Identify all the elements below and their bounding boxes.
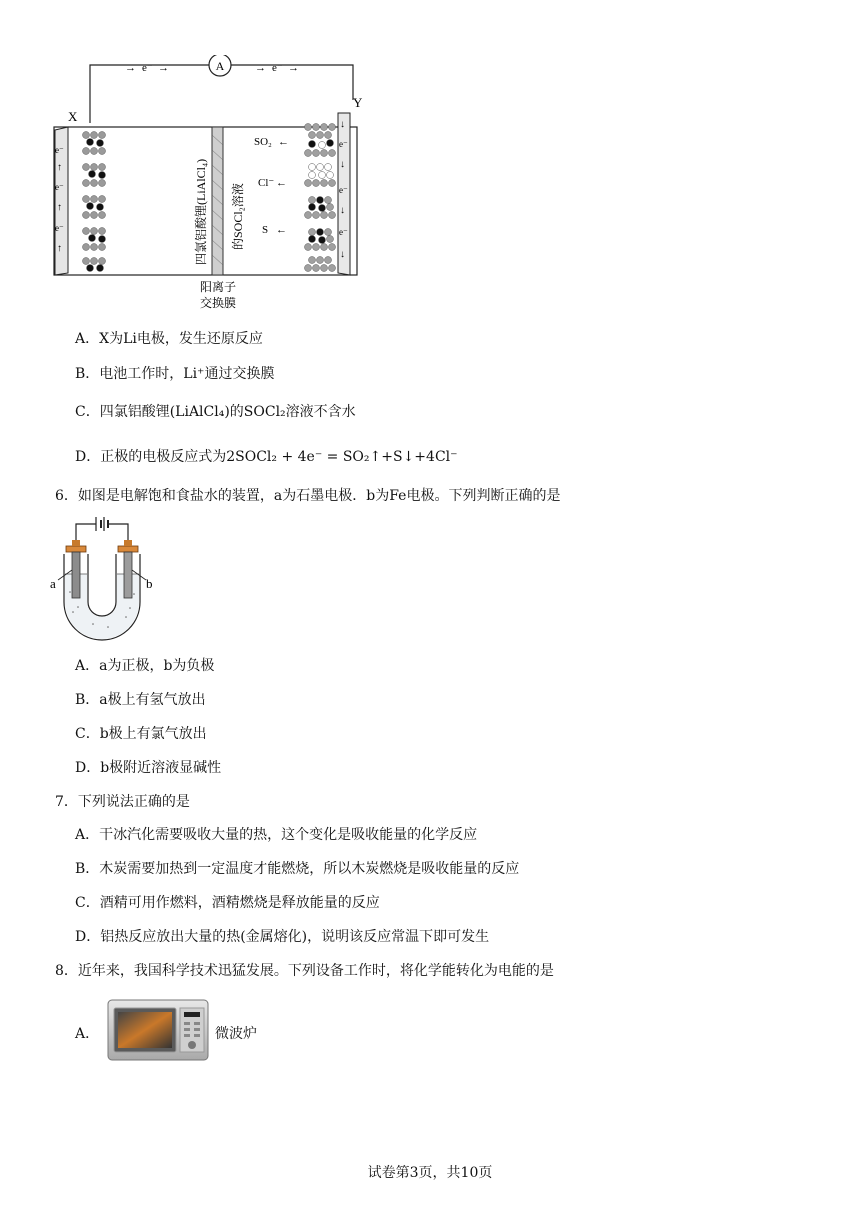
electrode-y-label: Y (353, 95, 363, 110)
electron-label-top-left: e⁻ (142, 62, 153, 74)
svg-text:e⁻: e⁻ (55, 182, 64, 192)
q8-option-a-letter: A． (75, 1026, 100, 1042)
svg-text:e⁻: e⁻ (339, 185, 348, 195)
svg-text:e⁻: e⁻ (339, 139, 348, 149)
svg-text:↑: ↑ (57, 202, 62, 213)
product-s-label: S (262, 224, 269, 236)
solution-label-left: 四氯铝酸锂(LiAlCl₄) (194, 158, 208, 265)
product-cl-label: Cl⁻ (258, 177, 275, 189)
electron-arrow-left: → (125, 62, 136, 74)
membrane-caption-1: 阳离子 (199, 280, 237, 294)
q7-option-b: B．木炭需要加热到一定温度才能燃烧，所以木炭燃烧是吸收能量的反应 (75, 861, 520, 877)
svg-text:↓: ↓ (340, 205, 345, 216)
q6-option-c: C．b极上有氯气放出 (75, 726, 207, 742)
svg-text:←: ← (276, 177, 287, 189)
q7-stem: 7．下列说法正确的是 (55, 794, 190, 810)
q7-option-a: A．干冰汽化需要吸收大量的热，这个变化是吸收能量的化学反应 (75, 827, 478, 843)
left-electrode-particles (83, 132, 106, 272)
q5-option-b: B．电池工作时，Li⁺通过交换膜 (75, 366, 275, 382)
solution-label-right: 的SOCl₂溶液 (231, 183, 245, 250)
q8-stem: 8．近年来，我国科学技术迅猛发展。下列设备工作时，将化学能转化为电能的是 (55, 963, 554, 979)
svg-text:→: → (288, 62, 299, 74)
svg-text:↑: ↑ (57, 162, 62, 173)
svg-text:e⁻: e⁻ (339, 227, 348, 237)
q8-option-a-text: 微波炉 (215, 1026, 257, 1042)
cation-exchange-membrane (212, 127, 223, 275)
q6-stem: 6．如图是电解饱和食盐水的装置，a为石墨电极．b为Fe电极。下列判断正确的是 (55, 488, 561, 504)
svg-text:↓: ↓ (340, 119, 345, 130)
svg-text:←: ← (278, 136, 289, 148)
electrolysis-diagram (48, 512, 168, 642)
q7-option-d: D．铝热反应放出大量的热(金属熔化)，说明该反应常温下即可发生 (75, 929, 490, 945)
electrode-x-label: X (68, 109, 78, 124)
q6-option-d: D．b极附近溶液显碱性 (75, 760, 222, 776)
electron-label-top-right: e⁻ (272, 62, 283, 74)
svg-text:e⁻: e⁻ (55, 145, 64, 155)
q7-option-c: C．酒精可用作燃料，酒精燃烧是释放能量的反应 (75, 895, 380, 911)
svg-text:e⁻: e⁻ (55, 223, 64, 233)
q5-option-a: A．X为Li电极，发生还原反应 (75, 331, 263, 347)
ammeter-label: A (215, 59, 225, 73)
page-footer: 试卷第3页，共10页 (367, 1165, 493, 1181)
q5-option-d: D．正极的电极反应式为2SOCl₂ + 4e⁻ = SO₂↑+S↓+4Cl⁻ (75, 449, 458, 465)
electrode-a-label: a (50, 576, 56, 591)
svg-text:↑: ↑ (57, 243, 62, 254)
svg-text:→: → (158, 62, 169, 74)
q6-option-a: A．a为正极，b为负极 (75, 658, 215, 674)
product-so2-label: SO₂ (254, 136, 272, 148)
svg-text:←: ← (276, 224, 287, 236)
q5-option-c: C．四氯铝酸锂(LiAlCl₄)的SOCl₂溶液不含水 (75, 404, 356, 420)
right-electrode-particles (305, 124, 336, 272)
svg-text:↓: ↓ (340, 159, 345, 170)
microwave-oven-image (106, 998, 210, 1064)
q6-option-b: B．a极上有氢气放出 (75, 692, 206, 708)
svg-text:↓: ↓ (340, 249, 345, 260)
battery-diagram (50, 55, 370, 315)
electrode-b-label: b (146, 576, 153, 591)
electron-arrow-right: → (255, 62, 266, 74)
membrane-caption-2: 交换膜 (199, 296, 237, 310)
